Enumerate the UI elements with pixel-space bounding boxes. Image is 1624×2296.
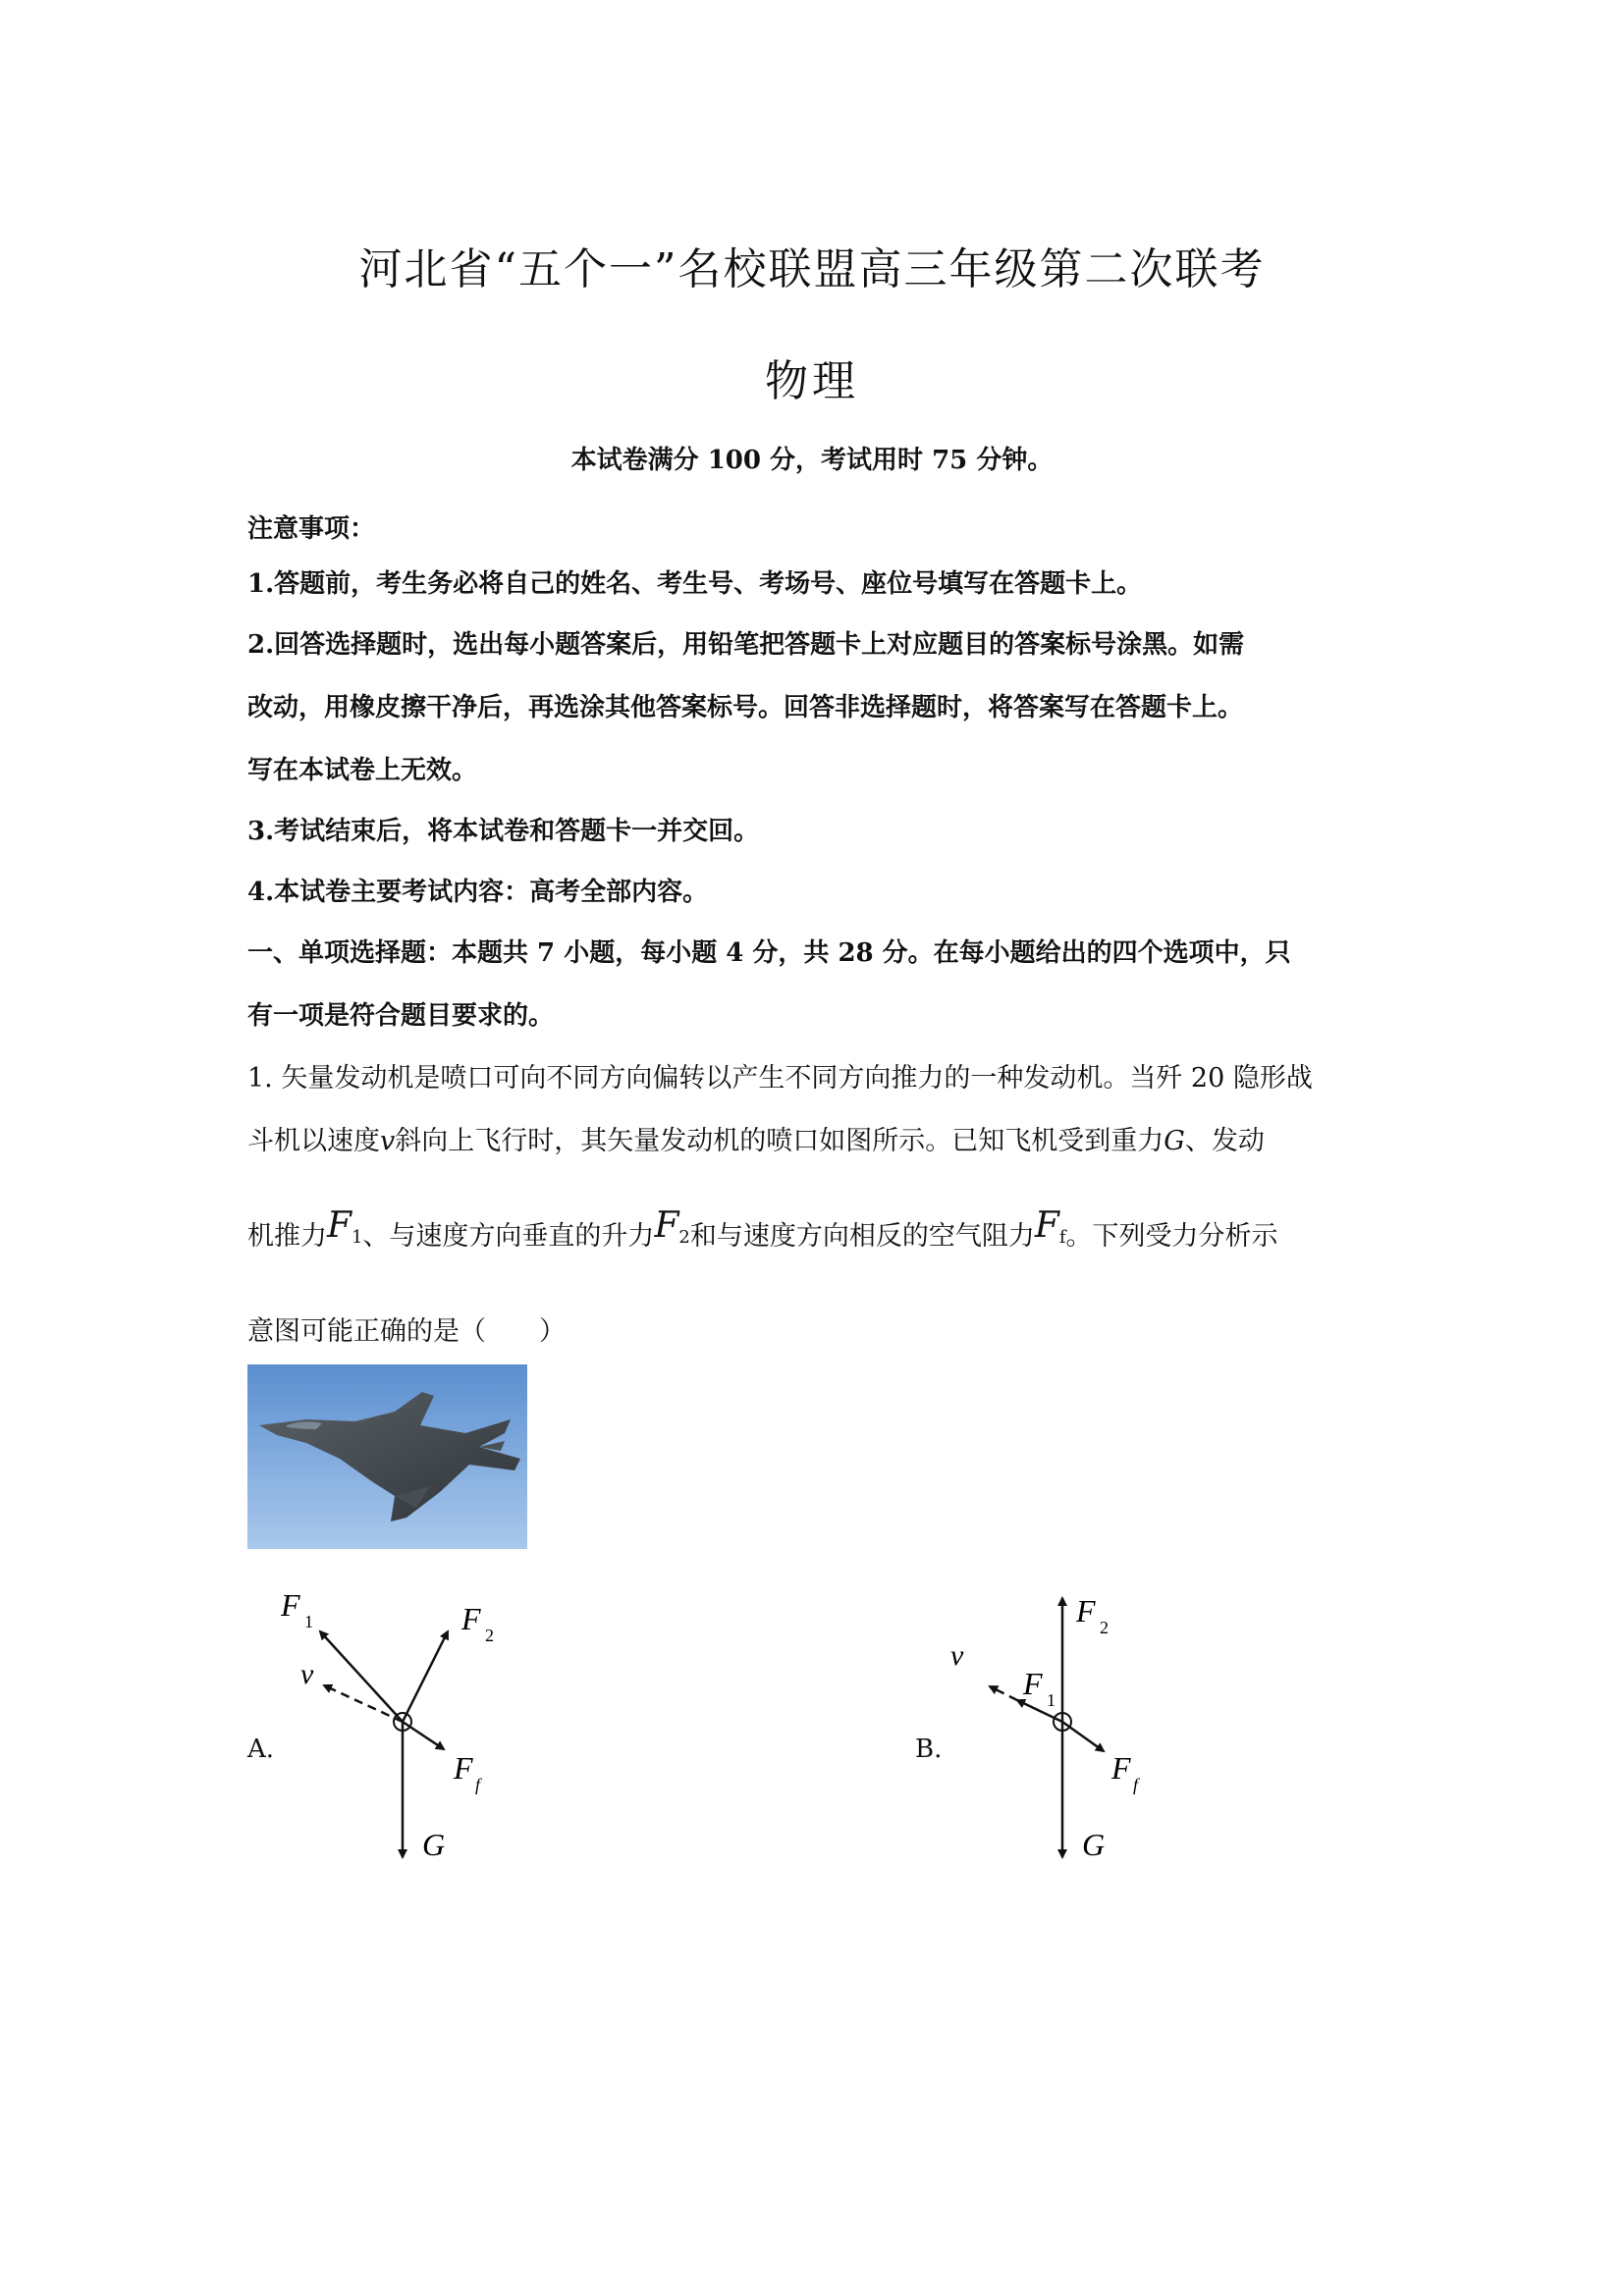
arrow-F1 [320, 1631, 403, 1722]
label-Ff-sub: f [475, 1775, 481, 1794]
label-G: G [422, 1827, 446, 1862]
arrow-Ff [1062, 1722, 1104, 1751]
option-b-label[interactable]: B. [915, 1735, 943, 1764]
sub-2: 2 [678, 1227, 690, 1248]
label-F1-sub: 1 [304, 1612, 313, 1631]
jet-photo-svg [247, 1364, 527, 1549]
arrow-v [324, 1685, 403, 1722]
question-1-line-1: 1. 矢量发动机是喷口可向不同方向偏转以产生不同方向推力的一种发动机。当歼 20 隐形战 [247, 1063, 1313, 1094]
label-F1: F [281, 1587, 300, 1623]
var-v: v [380, 1126, 396, 1156]
notice-heading: 注意事项： [247, 514, 376, 544]
force-diagram-a [271, 1582, 526, 1877]
q1-text: 、与速度方向垂直的升力 [362, 1221, 655, 1252]
label-F1: F [1023, 1666, 1043, 1701]
question-1-line-2 [247, 1119, 1265, 1157]
q1-text: 斜向上飞行时，其矢量发动机的喷口如图所示。已知飞机受到重力 [395, 1126, 1164, 1156]
exam-note: 本试卷满分 100 分，考试用时 75 分钟。 [570, 446, 1054, 475]
label-v: v [300, 1658, 314, 1690]
notice-item-3: 3.考试结束后，将本试卷和答题卡一并交回。 [247, 817, 760, 846]
arrow-Ff [403, 1722, 444, 1749]
label-F2: F [461, 1601, 481, 1636]
notice-item-2-end: 写在本试卷上无效。 [247, 756, 478, 785]
arrow-F1 [1017, 1700, 1062, 1722]
option-a-label[interactable]: A. [247, 1735, 275, 1764]
option-b-diagram[interactable] [933, 1582, 1188, 1877]
force-diagram-b [933, 1582, 1188, 1877]
subject-title: 物理 [765, 356, 859, 406]
label-F2-sub: 2 [485, 1626, 494, 1645]
label-Ff: F [1111, 1750, 1131, 1786]
q1-text: 、发动 [1184, 1126, 1265, 1156]
label-G: G [1082, 1827, 1106, 1862]
label-Ff: F [454, 1750, 473, 1786]
q1-text: 机推力 [247, 1221, 327, 1252]
var-F1: F [327, 1205, 352, 1246]
notice-item-2: 2.回答选择题时，选出每小题答案后，用铅笔把答题卡上对应题目的答案标号涂黑。如需 [247, 630, 1245, 660]
exam-title: 河北省“五个一”名校联盟高三年级第二次联考 [358, 244, 1266, 294]
q1-text: 斗机以速度 [247, 1126, 380, 1156]
notice-item-1: 1.答题前，考生务必将自己的姓名、考生号、考场号、座位号填写在答题卡上。 [247, 569, 1143, 599]
label-Ff-sub: f [1133, 1775, 1139, 1794]
option-a-diagram[interactable] [271, 1582, 526, 1877]
question-1-line-3 [247, 1205, 1278, 1254]
q1-text: 。下列受力分析示 [1065, 1221, 1278, 1252]
var-Ff: F [1034, 1205, 1059, 1246]
var-F2: F [654, 1205, 679, 1246]
jet-fighter-photo [247, 1364, 527, 1549]
q1-text: 和与速度方向相反的空气阻力 [689, 1221, 1035, 1252]
sub-f: f [1058, 1227, 1066, 1248]
sub-1: 1 [351, 1227, 363, 1248]
section-heading-cont: 有一项是符合题目要求的。 [247, 1001, 555, 1031]
section-heading: 一、单项选择题：本题共 7 小题，每小题 4 分，共 28 分。在每小题给出的四个选项中，只 [247, 938, 1291, 968]
label-v: v [950, 1639, 964, 1672]
label-F1-sub: 1 [1047, 1690, 1056, 1710]
label-F2-sub: 2 [1100, 1618, 1109, 1637]
var-G: G [1164, 1126, 1185, 1156]
notice-item-4: 4.本试卷主要考试内容：高考全部内容。 [247, 878, 709, 907]
arrow-v [990, 1686, 1017, 1700]
arrow-F2 [403, 1631, 448, 1722]
label-F2: F [1076, 1593, 1096, 1629]
question-1-line-4: 意图可能正确的是（ ） [247, 1316, 566, 1347]
notice-item-2-cont: 改动，用橡皮擦干净后，再选涂其他答案标号。回答非选择题时，将答案写在答题卡上。 [247, 693, 1244, 722]
